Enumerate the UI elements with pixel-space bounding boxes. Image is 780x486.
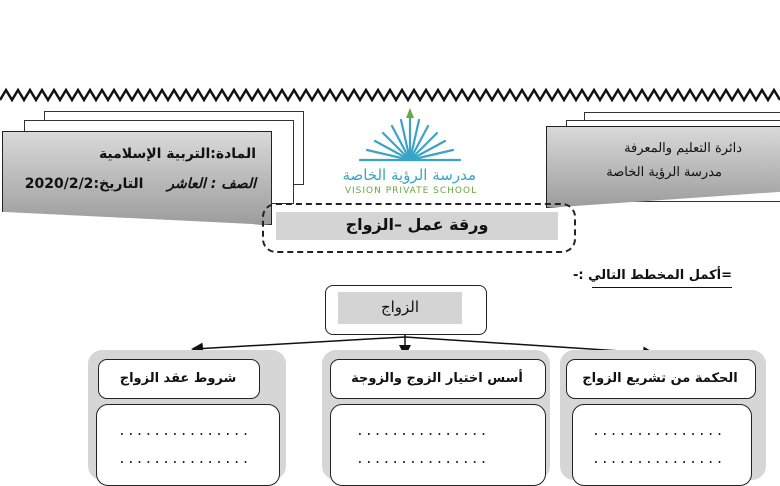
grade-label: الصف : العاشر [167, 176, 256, 192]
branch-foundations-answer-box[interactable] [330, 404, 546, 486]
branch-wisdom-label: الحكمة من تشريع الزواج [582, 371, 738, 386]
branch-wisdom-answer-box[interactable] [572, 404, 752, 486]
date-label: التاريخ:2020/2/2 [24, 176, 144, 192]
answer-line: ............... [118, 452, 251, 467]
answer-line: ............... [592, 424, 725, 439]
answer-line: ............... [118, 424, 251, 439]
answer-line: ............... [592, 452, 725, 467]
logo-english-text: VISION PRIVATE SCHOOL [344, 186, 478, 196]
ministry-text: دائرة التعليم والمعرفة [624, 141, 742, 156]
subject-text: المادة:التربية الإسلامية [98, 146, 256, 162]
answer-line: ............... [356, 452, 489, 467]
school-text: مدرسة الرؤية الخاصة [606, 165, 722, 180]
root-label: الزواج [380, 298, 420, 316]
logo-arabic-text: مدرسة الرؤية الخاصة [342, 166, 476, 184]
worksheet-title: ورقة عمل –الزواج [345, 215, 489, 234]
instruction-text: =أكمل المخطط التالي :- [573, 268, 732, 283]
answer-line: ............... [356, 424, 489, 439]
branch-conditions-label: شروط عقد الزواج [119, 371, 237, 386]
branch-foundations-label: أسس اختيار الزوج والزوجة [351, 371, 523, 386]
branch-conditions-answer-box[interactable] [96, 404, 280, 486]
